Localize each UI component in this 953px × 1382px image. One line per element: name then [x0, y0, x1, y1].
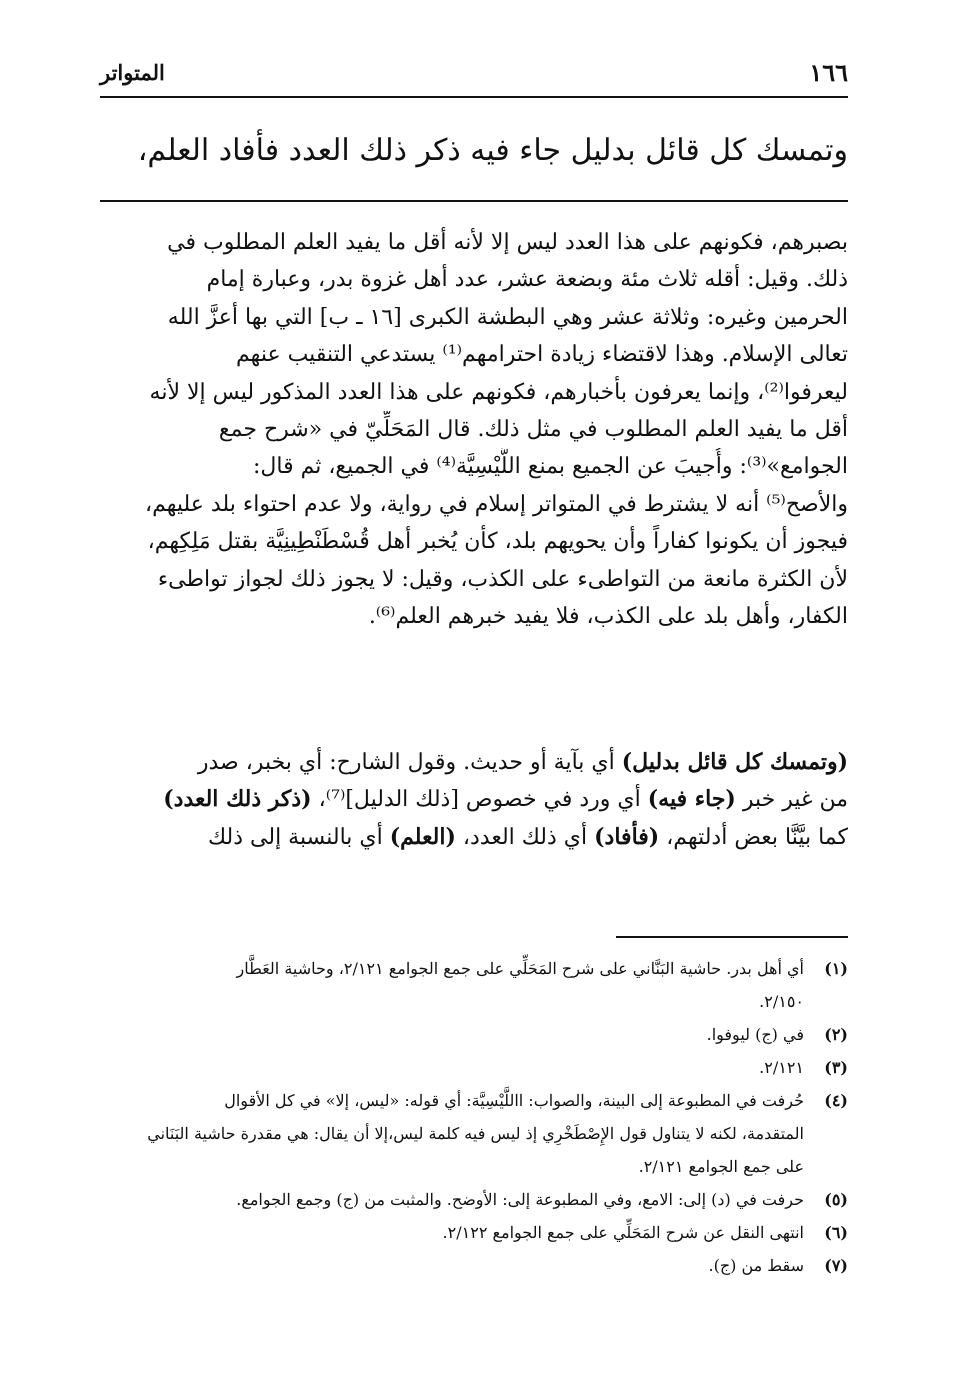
- text-line: والأصح⁽⁵⁾ أنه لا يشترط في المتواتر إسلام في رواية، ولا عدم احتواء بلد عليهم،: [145, 491, 848, 517]
- footnote-line: المتقدمة، لكنه لا يتناول قول الإِصْطَخْرِي إذ ليس فيه كلمة ليس،إلا أن يقال: هي مقدرة حاشية البَنَاني: [147, 1124, 804, 1143]
- text-line: تعالى الإسلام. وهذا لاقتضاء زيادة احترامهم⁽¹⁾ يستدعي التنقيب عنهم: [236, 342, 848, 368]
- footnote-line: انتهى النقل عن شرح المَحَلِّي على جمع الجوامع ٢/١٢٢.: [442, 1223, 804, 1242]
- quoted-matn: (جاء فيه): [647, 786, 736, 813]
- quoted-matn: (ذكر ذلك العدد): [163, 786, 312, 813]
- header-divider: [100, 96, 848, 98]
- footnote-number: (٢): [824, 1025, 848, 1044]
- footnotes: [100, 952, 848, 1282]
- commentary-paragraph-2: [100, 744, 848, 856]
- text-line: [100, 819, 848, 856]
- footnote-number: (٥): [824, 1190, 848, 1209]
- footnote-5: [100, 1183, 848, 1216]
- page-number: ١٦٦: [809, 58, 848, 87]
- footnote-line: ٢/١٥٠.: [759, 992, 804, 1011]
- commentary-text: أي بالنسبة إلى ذلك: [208, 824, 390, 850]
- commentary-text: أي بآية أو حديث. وقول الشارح: أي بخبر، صدر: [197, 750, 622, 775]
- text-line: لأن الكثرة مانعة من التواطىء على الكذب، وقيل: لا يجوز ذلك لجواز تواطىء: [157, 566, 848, 592]
- text-line: الجوامع»⁽³⁾: وأُجيبَ عن الجميع بمنع اللَّيْسِيَّة⁽⁴⁾ في الجميع، ثم قال:: [252, 454, 848, 480]
- footnote-divider: [616, 936, 848, 938]
- text-line: الكفار، وأهل بلد على الكذب، فلا يفيد خبرهم العلم⁽⁶⁾.: [368, 604, 848, 630]
- footnote-3: [100, 1051, 848, 1084]
- commentary-text: كما بيَّنَّا بعض أدلتهم،: [659, 824, 848, 850]
- text-line: أقل ما يفيد العلم المطلوب في مثل ذلك. قال المَحَلِّيّ في «شرح جمع: [218, 417, 848, 443]
- footnote-number: (٣): [824, 1058, 848, 1077]
- footnote-line: في (ج) ليوفوا.: [706, 1025, 804, 1044]
- text-line: ليعرفوا⁽²⁾، وإنما يعرفون بأخبارهم، فكونهم على هذا العدد المذكور ليس إلا لأنه: [149, 379, 848, 405]
- text-line: بصبرهم، فكونهم على هذا العدد ليس إلا لأنه أقل ما يفيد العلم المطلوب في: [167, 230, 848, 255]
- footnote-line: سقط من (ج).: [708, 1256, 804, 1275]
- running-header: [100, 58, 848, 88]
- commentary-text: أي ورد في خصوص [ذلك الدليل]⁽⁷⁾،: [311, 787, 648, 813]
- text-line: [100, 744, 848, 781]
- footnote-number: (١): [824, 959, 848, 978]
- commentary-text: من غير خبر: [735, 787, 848, 813]
- quoted-matn: (فأفاد): [594, 823, 660, 850]
- footnote-7: [100, 1249, 848, 1282]
- text-line: ذلك. وقيل: أقله ثلاث مئة وبضعة عشر، عدد أهل غزوة بدر، وعبارة إمام: [206, 267, 848, 293]
- matn-text: وتمسك كل قائل بدليل جاء فيه ذكر ذلك العدد فأفاد العلم،: [137, 133, 848, 168]
- matn-divider: [100, 200, 848, 202]
- footnote-number: (٦): [824, 1223, 848, 1242]
- footnote-line: أي أهل بدر. حاشية البَنَّاني على شرح المَحَلِّي على جمع الجوامع ٢/١٢١، وحاشية العَطَّار: [236, 959, 804, 978]
- footnote-2: [100, 1018, 848, 1051]
- footnote-number: (٤): [824, 1091, 848, 1110]
- footnote-line: ٢/١٢١.: [759, 1058, 804, 1077]
- quoted-matn: (وتمسك كل قائل بدليل): [621, 749, 848, 775]
- footnote-4: [100, 1084, 848, 1183]
- text-line: [100, 781, 848, 818]
- footnote-line: حُرفت في المطبوعة إلى البينة، والصواب: االلَّيْسِيَّة: أي قوله: «ليس، إلا» في كل الأقوال: [224, 1091, 804, 1110]
- footnote-number: (٧): [824, 1256, 848, 1275]
- quoted-matn: (العلم): [389, 823, 456, 850]
- footnote-line: حرفت في (د) إلى: الامع، وفي المطبوعة إلى: الأوضح. والمثبت من (ج) وجمع الجوامع.: [236, 1190, 804, 1209]
- commentary-text: أي ذلك العدد،: [455, 824, 595, 850]
- running-title: المتواتر: [100, 60, 165, 85]
- text-line: الحرمين وغيره: وثلاثة عشر وهي البطشة الكبرى [١٦ ـ ب] التي بها أعزَّ الله: [167, 304, 848, 330]
- commentary-paragraph-1: [100, 224, 848, 635]
- footnote-6: [100, 1216, 848, 1249]
- footnote-line: على جمع الجوامع ٢/١٢١.: [638, 1157, 804, 1176]
- footnote-1: [100, 952, 848, 1018]
- text-line: فيجوز أن يكونوا كفاراً وأن يحويهم بلد، كأن يُخبر أهل قُسْطَنْطِينِيَّة بقتل مَلِكِهم،: [147, 529, 848, 555]
